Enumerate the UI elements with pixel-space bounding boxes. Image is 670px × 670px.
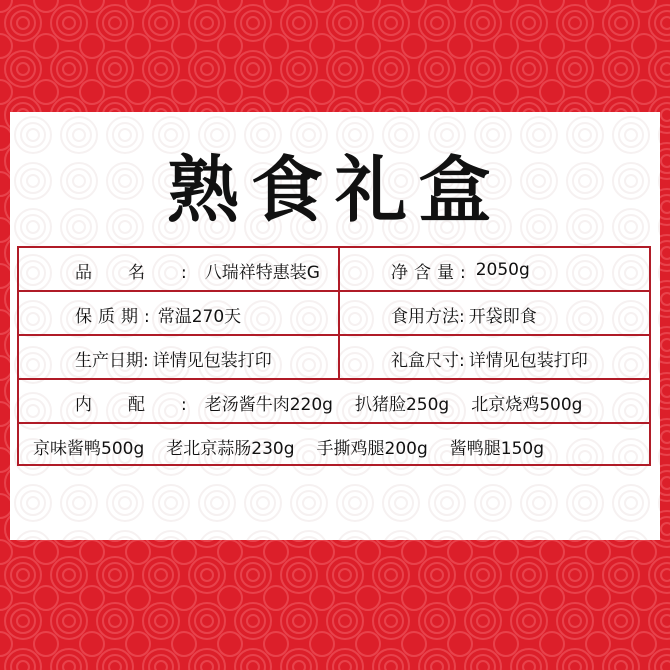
product-info-table <box>17 246 651 466</box>
contents-item: 扒猪脸250g <box>354 394 450 415</box>
contents-cell <box>75 380 582 424</box>
net-weight-label: 净含量: <box>391 262 472 283</box>
table-row <box>19 292 649 336</box>
contents-cell-continued <box>33 424 544 468</box>
info-card <box>10 112 660 540</box>
shelf-life-cell <box>75 292 241 336</box>
box-size-cell <box>391 336 588 380</box>
table-row <box>19 424 649 468</box>
table-row <box>19 336 649 380</box>
net-weight-value: 2050g <box>475 260 530 280</box>
contents-item: 老汤酱牛肉220g <box>204 394 333 415</box>
product-name-cell <box>75 248 320 292</box>
contents-label: 内配: <box>75 394 223 415</box>
box-size-value: 详情见包装打印 <box>468 350 588 371</box>
shelf-life-label: 保质期: <box>75 306 156 327</box>
box-size-label: 礼盒尺寸: <box>391 350 465 371</box>
net-weight-cell <box>391 248 530 292</box>
contents-item: 京味酱鸭500g <box>33 438 145 459</box>
shelf-life-value: 常温270天 <box>157 306 242 327</box>
page-title: 熟食礼盒 <box>166 147 503 232</box>
contents-item: 酱鸭腿150g <box>449 438 544 459</box>
usage-label: 食用方法: <box>391 306 465 327</box>
usage-cell <box>391 292 537 336</box>
contents-item: 北京烧鸡500g <box>471 394 583 415</box>
product-name-value: 八瑞祥特惠装G <box>204 262 320 283</box>
table-row <box>19 380 649 424</box>
table-row <box>19 248 649 292</box>
product-name-label: 品名: <box>75 262 223 283</box>
production-date-value: 详情见包装打印 <box>152 350 272 371</box>
production-date-cell <box>75 336 272 380</box>
production-date-label: 生产日期: <box>75 350 149 371</box>
contents-item: 手撕鸡腿200g <box>316 438 428 459</box>
usage-value: 开袋即食 <box>468 306 537 327</box>
contents-item: 老北京蒜肠230g <box>166 438 295 459</box>
